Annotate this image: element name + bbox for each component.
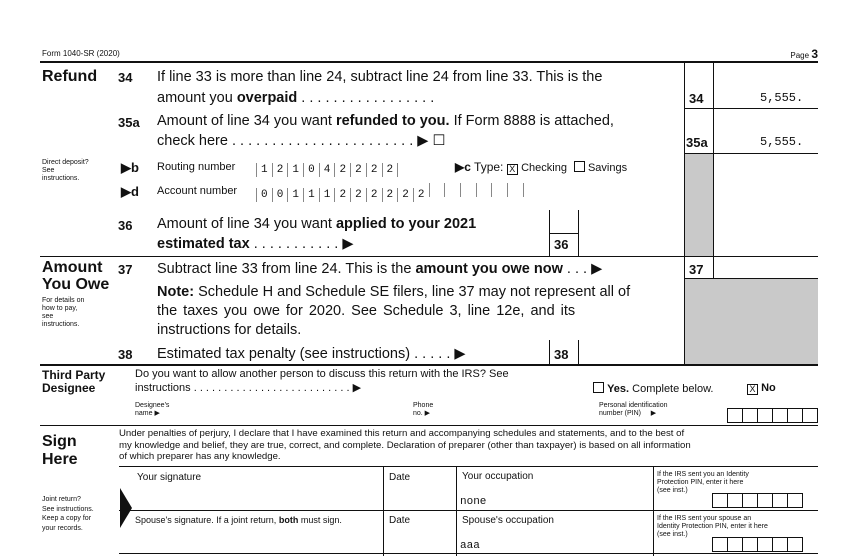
line-37-text: Subtract line 33 from line 24. This is the amount you owe now . . . ▶ [157,261,603,277]
account-digit[interactable]: 2 [413,188,429,202]
line-37-box-label: 37 [689,262,704,277]
account-digit[interactable]: 1 [287,188,303,202]
account-digit[interactable]: 2 [397,188,413,202]
third-party-question: Do you want to allow another person to discuss this return with the IRS? See [135,368,509,380]
routing-digit[interactable]: 2 [272,163,288,177]
line-35a-amount[interactable]: 5,555. [760,135,804,149]
line-35d-letter: ▶d [121,184,139,199]
routing-digit[interactable]: 2 [382,163,399,177]
designee-yes: Yes. Complete below. [593,382,713,395]
line-34-amount[interactable]: 5,555. [760,91,804,105]
page-indicator: Page 3 [790,47,818,61]
account-digit[interactable]: 2 [334,188,350,202]
line-35a-text: Amount of line 34 you want refunded to you. If Form 8888 is attached, [157,113,614,129]
routing-digit[interactable]: 1 [287,163,303,177]
account-digit[interactable]: 1 [319,188,335,202]
no-checkbox[interactable]: X [747,384,758,395]
line-35a-number: 35a [118,115,140,130]
spouse-date-label: Date [389,515,411,526]
checking-checkbox[interactable]: X [507,164,518,175]
yes-checkbox[interactable] [593,382,604,393]
account-digit[interactable] [476,183,492,197]
your-signature-label: Your signature [137,472,202,483]
account-digit[interactable] [507,183,524,197]
account-digit[interactable] [444,183,460,197]
spouse-occupation-label: Spouse's occupation [462,515,554,526]
you-owe-title: You Owe [42,276,110,293]
page-number: 3 [811,47,818,61]
account-number-label: Account number [157,185,238,197]
designee-name-label: Designee's name ▶ [135,402,170,417]
line-34-box-label: 34 [689,91,704,106]
line-37-number: 37 [118,262,133,277]
phone-label: Phone no. ▶ [413,402,434,417]
perjury-statement: Under penalties of perjury, I declare that I have examined this return and accompanying schedules and statements, and to the best of my knowledge and belief, they are true, correct, and complete. Declaration of preparer (other than taxpayer) is based on all information of which preparer has any knowledge. [119,428,691,462]
account-digit[interactable]: 0 [272,188,288,202]
third-party-instructions: instructions . . . . . . . . . . . . . . . . . . . . . . . . . . ▶ [135,382,362,394]
spouse-signature-label: Spouse's signature. If a joint return, both must sign. [135,515,342,525]
your-ip-pin-note: If the IRS sent you an Identity Protection PIN, enter it here (see inst.) [657,471,749,494]
pin-label: Personal identification number (PIN) ▶ [599,402,668,417]
direct-deposit-note: Direct deposit? See instructions. [42,159,89,182]
line-36-number: 36 [118,218,133,233]
line-38-text: Estimated tax penalty (see instructions) . . . . . ▶ [157,346,466,362]
line-36-text: Amount of line 34 you want applied to your 2021 [157,216,477,232]
date-label: Date [389,472,411,483]
header-rule [40,61,818,63]
joint-return-note: Joint return? See instructions. Keep a copy for your records. [42,496,94,532]
account-type: ▶c Type: X Checking Savings [455,160,628,174]
owe-note-3: instructions for details. [157,322,302,338]
refund-title: Refund [42,68,98,85]
shaded-cell [685,279,818,364]
routing-digit[interactable]: 2 [350,163,366,177]
account-digit[interactable] [429,183,445,197]
owe-note-2: the taxes you owe for 2020. See Schedule 3, line 12e, and its [157,303,576,319]
account-number-field[interactable] [256,183,524,202]
account-digit[interactable]: 0 [256,188,272,202]
savings-checkbox[interactable] [574,161,585,172]
line-35b-letter: ▶b [121,160,139,175]
account-digit[interactable] [460,183,476,197]
line-34-number: 34 [118,70,133,85]
line-34-text-2: amount you overpaid . . . . . . . . . . . . . . . . . [157,90,435,106]
spouse-ip-pin-note: If the IRS sent your spouse an Identity Protection PIN, enter it here (see inst.) [657,515,768,538]
account-digit[interactable]: 2 [350,188,366,202]
designee-no: X No [747,382,776,395]
line-36-text-2: estimated tax . . . . . . . . . . . ▶ [157,236,354,252]
your-occupation-value[interactable]: none [460,496,487,508]
your-ip-pin-boxes[interactable] [713,493,803,513]
routing-digit[interactable]: 0 [303,163,319,177]
spouse-occupation-value[interactable]: aaa [460,540,480,552]
sign-title: Sign [42,433,77,450]
line-num-col-right [713,63,714,256]
line-35a-text-2: check here . . . . . . . . . . . . . . . . . . . . . . . ▶ ☐ [157,133,446,149]
line-35a-box-label: 35a [686,135,708,150]
account-digit[interactable]: 1 [303,188,319,202]
account-digit[interactable]: 2 [382,188,398,202]
your-occupation-label: Your occupation [462,471,534,482]
routing-digit[interactable]: 1 [256,163,272,177]
form-label: Form 1040-SR (2020) [42,49,120,58]
owe-side-note: For details on how to pay, see instructions. [42,297,85,328]
account-digit[interactable] [491,183,507,197]
third-party-title: Third Party Designee [42,368,106,395]
line-38-number: 38 [118,347,133,362]
here-title: Here [42,451,78,468]
amount-title: Amount [42,259,103,276]
routing-number-label: Routing number [157,161,236,173]
line-38-box-label: 38 [554,347,569,362]
routing-digit[interactable]: 2 [366,163,382,177]
account-digit[interactable]: 2 [366,188,382,202]
line-34-text: If line 33 is more than line 24, subtract line 24 from line 33. This is the [157,69,603,85]
routing-number-field[interactable] [256,159,398,177]
shaded-cell [685,153,713,256]
spouse-ip-pin-boxes[interactable] [713,537,803,557]
line-36-box-label: 36 [554,237,569,252]
owe-note-1: Note: Schedule H and Schedule SE filers, line 37 may not represent all of [157,284,631,300]
sign-arrow-icon [120,488,132,528]
routing-digit[interactable]: 4 [319,163,335,177]
routing-digit[interactable]: 2 [334,163,350,177]
